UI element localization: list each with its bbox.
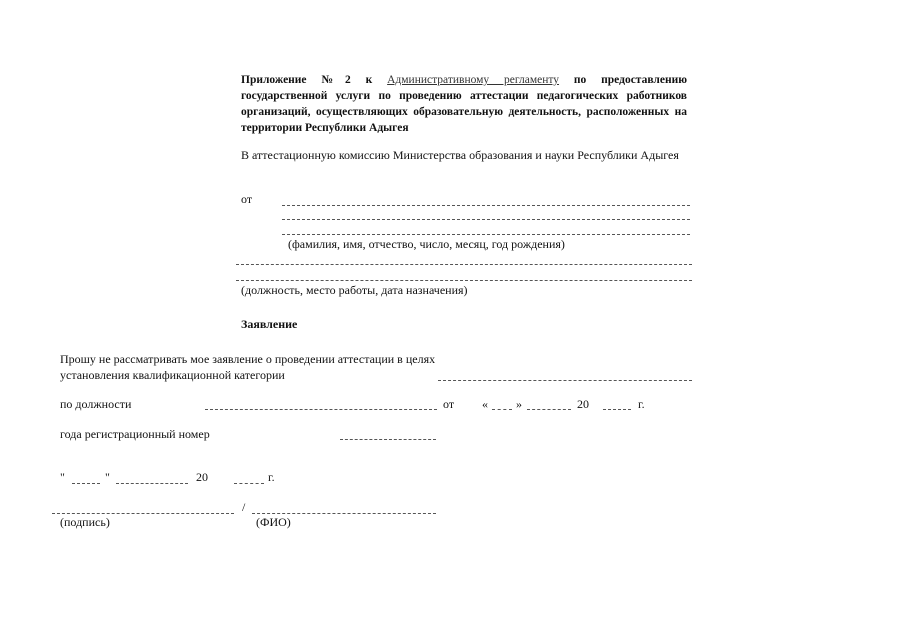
- date-day-field[interactable]: [72, 483, 100, 484]
- signature-field[interactable]: [52, 513, 234, 514]
- full-name-caption: (ФИО): [256, 515, 291, 529]
- applicant-line-1[interactable]: [282, 205, 690, 206]
- from-label: от: [241, 192, 253, 206]
- request-text: [60, 351, 480, 383]
- applicant-line-3[interactable]: [282, 234, 690, 235]
- request-line-2: установления квалификационной категории: [60, 368, 285, 382]
- position-label: по должности: [60, 397, 132, 411]
- position-field[interactable]: [205, 409, 437, 410]
- registration-number-field[interactable]: [340, 439, 436, 440]
- caption-name-dob: (фамилия, имя, отчество, число, месяц, год рождения): [288, 237, 565, 251]
- appendix-header: [241, 72, 687, 136]
- month-field[interactable]: [527, 409, 571, 410]
- date-year-field[interactable]: [234, 483, 264, 484]
- signature-separator: /: [242, 500, 246, 514]
- date-year-suffix: г.: [268, 470, 275, 484]
- date-month-field[interactable]: [116, 483, 188, 484]
- year-suffix: г.: [638, 397, 645, 411]
- quote-open: «: [482, 397, 488, 411]
- day-field[interactable]: [492, 409, 512, 410]
- from-word: от: [443, 397, 455, 411]
- position-line-2[interactable]: [236, 280, 692, 281]
- registration-label: года регистрационный номер: [60, 427, 210, 441]
- signature-caption: (подпись): [60, 515, 110, 529]
- header-suffix: по предоставлению государственной услуги по проведению аттестации педагогических работников организаций, осуществляющих образовательную деятельность, расположенных на территории Республики Адыгея: [241, 74, 688, 134]
- date-year-prefix: 20: [196, 470, 208, 484]
- request-line-1: Прошу не рассматривать мое заявление о проведении аттестации в целях: [60, 352, 436, 366]
- addressee-text: В аттестационную комиссию Министерства образования и науки Республики Адыгея: [241, 148, 679, 162]
- date-quote-open: ": [60, 470, 65, 484]
- position-line-1[interactable]: [236, 264, 692, 265]
- applicant-line-2[interactable]: [282, 219, 690, 220]
- caption-position: (должность, место работы, дата назначения): [241, 283, 468, 297]
- category-field[interactable]: [438, 380, 692, 381]
- year-prefix: 20: [577, 397, 589, 411]
- regulation-link[interactable]: Административному регламенту: [387, 74, 560, 86]
- document-title: Заявление: [241, 317, 298, 331]
- header-prefix: Приложение №2 к: [241, 74, 388, 86]
- quote-close: »: [516, 397, 522, 411]
- date-quote-close: ": [105, 470, 110, 484]
- year-field[interactable]: [603, 409, 631, 410]
- full-name-field[interactable]: [252, 513, 436, 514]
